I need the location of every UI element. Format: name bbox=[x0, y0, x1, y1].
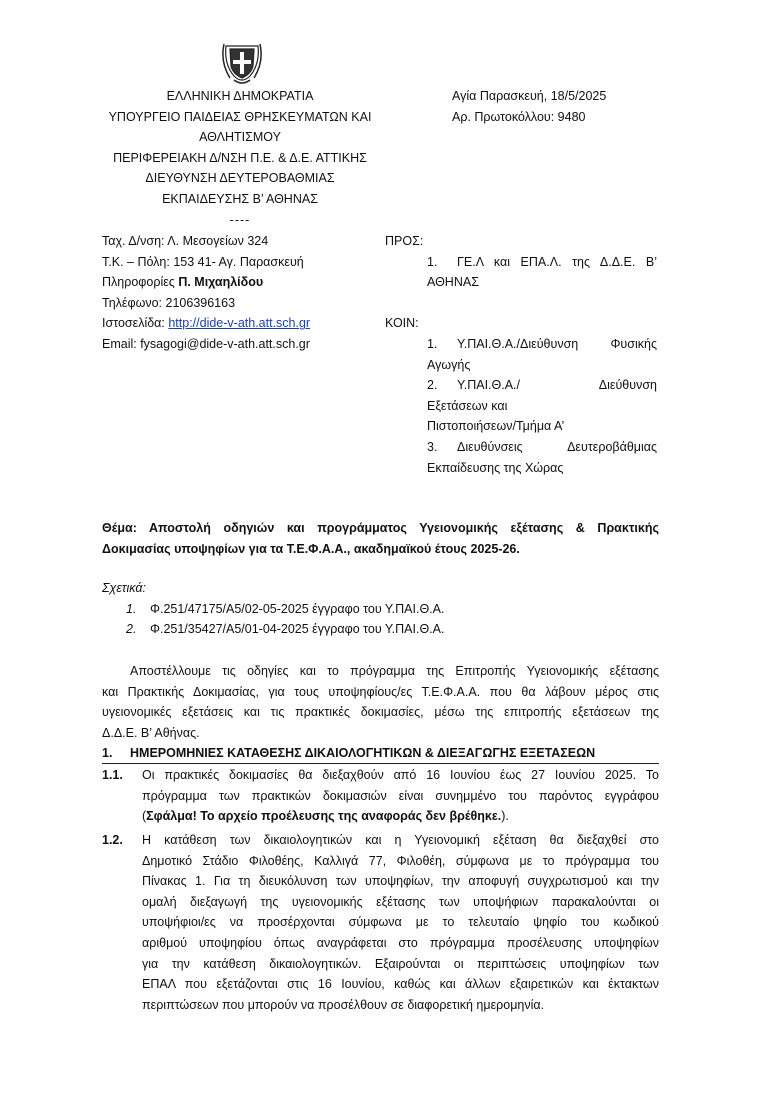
contact-postal: Τ.Κ. – Πόλη: 153 41- Αγ. Παρασκευή bbox=[102, 254, 304, 269]
info-name: Π. Μιχαηλίδου bbox=[178, 275, 264, 290]
subsection-line: Οι πρακτικές δοκιμασίες θα διεξαχθούν από 16 Ιουνίου έως 27 Ιουνίου 2025. Το bbox=[142, 768, 659, 782]
contact-info bbox=[102, 231, 310, 355]
subsection-line: Δημοτικό Στάδιο Φιλοθέης, Καλλιγά 77, Φιλοθέη, σύμφωνα με το πρόγραμμα του bbox=[142, 853, 659, 868]
protocol-number: Αρ. Πρωτοκόλλου: 9480 bbox=[452, 109, 586, 124]
recipients-block bbox=[385, 231, 657, 478]
subsection-line: ομαλή διεξαγωγή της υγειονομικής εξέτασης των υποψήφιων παρακαλούνται οι bbox=[142, 894, 659, 909]
related-num: 1. bbox=[126, 601, 137, 616]
org-line: ΑΘΛΗΤΙΣΜΟΥ bbox=[199, 130, 281, 145]
org-line: ΕΚΠΑΙΔΕΥΣΗΣ Β’ ΑΘΗΝΑΣ bbox=[162, 191, 318, 206]
contact-email: Email: fysagogi@dide-v-ath.att.sch.gr bbox=[102, 336, 310, 351]
section-heading bbox=[102, 743, 659, 764]
cc-item bbox=[385, 334, 657, 478]
header-separator: ---- bbox=[229, 212, 251, 227]
intro-line: Αποστέλλουμε τις οδηγίες και το πρόγραμμα της Επιτροπής Υγειονομικής εξέτασης bbox=[130, 664, 659, 678]
org-line: ΥΠΟΥΡΓΕΙΟ ΠΑΙΔΕΙΑΣ ΘΡΗΣΚΕΥΜΑΤΩΝ ΚΑΙ bbox=[108, 109, 372, 124]
related-label: Σχετικά: bbox=[102, 581, 146, 595]
cc-line: Εκπαίδευσης της Χώρας bbox=[427, 460, 564, 475]
intro-paragraph bbox=[102, 661, 659, 743]
cc-label: ΚΟΙΝ: bbox=[385, 316, 419, 331]
related-item bbox=[102, 619, 444, 640]
contact-phone: Τηλέφωνο: 2106396163 bbox=[102, 295, 236, 310]
info-label: Πληροφορίες bbox=[102, 275, 179, 290]
cc-line: Υ.ΠΑΙ.Θ.Α./Διεύθυνση Φυσικής bbox=[457, 336, 657, 351]
place-date: Αγία Παρασκευή, 18/5/2025 bbox=[452, 89, 607, 103]
subsection-line: αριθμού υποψηφίου όπως αναγράφεται στο πρόγραμμα προσέλευσης υποψηφίων bbox=[142, 935, 659, 950]
cc-num: 3. bbox=[427, 439, 438, 454]
subsection-line: υποψήφιοι/ες να προσέρχονται σύμφωνα με το τελευταίο ψηφίο του κωδικού bbox=[142, 915, 659, 930]
recipient-line: ΑΘΗΝΑΣ bbox=[427, 275, 479, 290]
subsection-line: Η κατάθεση των δικαιολογητικών και η Υγειονομική εξέταση θα διεξαχθεί στο bbox=[142, 833, 659, 847]
paren-close: ). bbox=[501, 809, 509, 824]
website-link[interactable]: http://dide-v-ath.att.sch.gr bbox=[168, 316, 311, 331]
greek-coat-of-arms-emblem bbox=[220, 40, 264, 86]
section-title: ΗΜΕΡΟΜΗΝΙΕΣ ΚΑΤΑΘΕΣΗΣ ΔΙΚΑΙΟΛΟΓΗΤΙΚΩΝ & ΔΙΕΞΑΓΩΓΗΣ ΕΞΕΤΑΣΕΩΝ bbox=[130, 746, 596, 760]
subsection-line: Πίνακας 1. Για τη διευκόλυνση των υποψηφίων, την αποφυγή συγχρωτισμού και την bbox=[142, 874, 659, 889]
subject bbox=[102, 518, 659, 559]
contact-info-person bbox=[102, 272, 310, 293]
subsection-line: πρόγραμμα των πρακτικών δοκιμασιών είναι συνημμένο του παρόντος εγγράφου bbox=[142, 788, 659, 803]
subsection-line bbox=[142, 806, 659, 827]
org-line: ΕΛΛΗΝΙΚΗ ΔΗΜΟΚΡΑΤΙΑ bbox=[166, 89, 314, 103]
related-documents bbox=[102, 578, 444, 640]
recipient-line: ΓΕ.Λ και ΕΠΑ.Λ. της Δ.Δ.Ε. Β’ bbox=[457, 254, 657, 269]
to-label: ΠΡΟΣ: bbox=[385, 234, 424, 248]
cc-line: Διευθύνσεις Δευτεροβάθμιας bbox=[457, 439, 657, 454]
subsection-line: ΕΠΑΛ που εξετάζονται στις 16 Ιουνίου, καθώς και άλλων εξαιρετικών και έκτακτων bbox=[142, 977, 659, 992]
cc-num: 1. bbox=[427, 336, 438, 351]
cc-line: Αγωγής bbox=[427, 357, 471, 372]
date-protocol-block bbox=[452, 86, 606, 127]
related-text: Φ.251/47175/Α5/02-05-2025 έγγραφο του Υ.ΠΑΙ.Θ.Α. bbox=[150, 601, 445, 616]
subsection-number: 1.1. bbox=[102, 768, 123, 782]
subsection-line: περιπτώσεων που μπορούν να προσέλθουν σε διαφορετική ημερομηνία. bbox=[142, 997, 545, 1012]
section-number: 1. bbox=[102, 746, 113, 760]
recipient-num: 1. bbox=[427, 254, 438, 269]
subsection-line: για την κατάθεση δικαιολογητικών. Εξαιρούνται οι περιπτώσεις υποψηφίων των bbox=[142, 956, 659, 971]
org-line: ΔΙΕΥΘΥΝΣΗ ΔΕΥΤΕΡΟΒΑΘΜΙΑΣ bbox=[145, 171, 335, 186]
intro-line: υγειονομικές εξετάσεις και τις πρακτικές δοκιμασίες, μέσω της επιτροπής εξετάσεων της bbox=[102, 705, 659, 720]
subsection-1-2 bbox=[102, 830, 659, 1015]
organization-header bbox=[100, 86, 380, 230]
reference-error-text: Σφάλμα! Το αρχείο προέλευσης της αναφοράς δεν βρέθηκε. bbox=[146, 809, 502, 824]
cc-line: Εξετάσεων και bbox=[427, 398, 508, 413]
org-line: ΠΕΡΙΦΕΡΕΙΑΚΗ Δ/ΝΣΗ Π.Ε. & Δ.Ε. ΑΤΤΙΚΗΣ bbox=[113, 150, 367, 165]
subject-line: Δοκιμασίας υποψηφίων για τα Τ.Ε.Φ.Α.Α., ακαδημαϊκού έτους 2025-26. bbox=[102, 541, 520, 556]
intro-line: Δ.Δ.Ε. Β’ Αθήνας. bbox=[102, 725, 200, 740]
website-label: Ιστοσελίδα: bbox=[102, 316, 169, 331]
subsection-1-1 bbox=[102, 765, 659, 827]
cc-num: 2. bbox=[427, 378, 438, 393]
paren-open: ( bbox=[142, 809, 147, 824]
related-text: Φ.251/35427/Α5/01-04-2025 έγγραφο του Υ.ΠΑΙ.Θ.Α. bbox=[150, 622, 445, 637]
related-num: 2. bbox=[126, 622, 137, 637]
subject-line: Θέμα: Αποστολή οδηγιών και προγράμματος Υγειονομικής εξέτασης & Πρακτικής bbox=[102, 521, 659, 535]
contact-website bbox=[102, 313, 310, 334]
cc-line: Υ.ΠΑΙ.Θ.Α./ Διεύθυνση bbox=[457, 378, 657, 393]
intro-line: και Πρακτικής Δοκιμασίας, για τους υποψηφίους/ες Τ.Ε.Φ.Α.Α. που θα λάβουν μέρος στις bbox=[102, 684, 659, 699]
cc-line: Πιστοποιήσεων/Τμήμα Α’ bbox=[427, 419, 565, 434]
recipient-item bbox=[385, 252, 657, 293]
related-item bbox=[102, 599, 444, 620]
contact-address: Ταχ. Δ/νση: Λ. Μεσογείων 324 bbox=[102, 234, 269, 248]
subsection-number: 1.2. bbox=[102, 833, 123, 847]
